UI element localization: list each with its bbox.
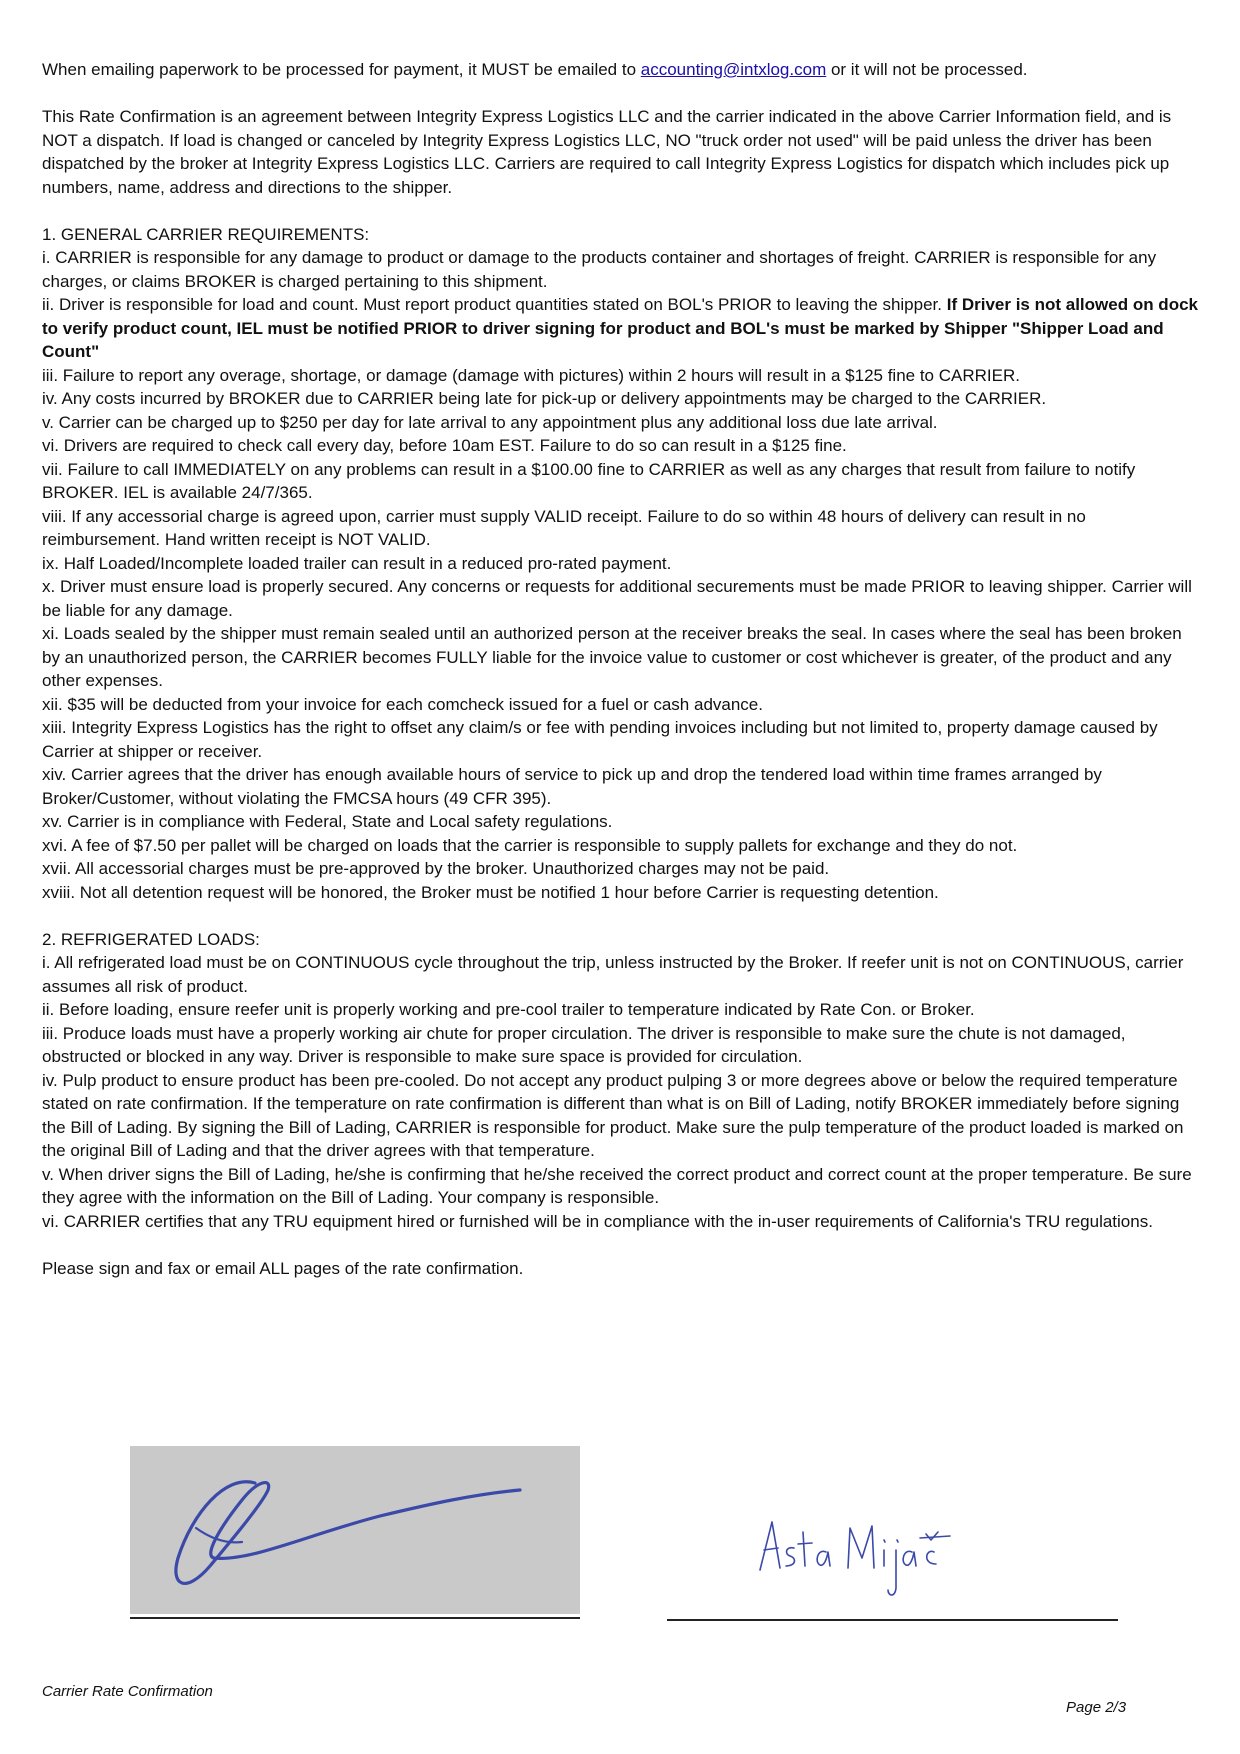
signature-line-left [130, 1617, 580, 1619]
section-2-item: iii. Produce loads must have a properly working air chute for proper circulation. The driver is responsible to make sure the chute is not damaged, obstructed or blocked in any way. Driver is responsible to make sure space is provided for circulation. [42, 1023, 1126, 1066]
section-2-item: vi. CARRIER certifies that any TRU equipment hired or furnished will be in compliance with the in-user requirements of California's TRU regulations. [42, 1211, 1153, 1231]
section-1-item: x. Driver must ensure load is properly secured. Any concerns or requests for additional securements must be made PRIOR to leaving shipper. Carrier will be liable for any damage. [42, 577, 1192, 620]
email-instruction-text: When emailing paperwork to be processed for payment, it MUST be emailed to [42, 60, 641, 79]
carrier-handwritten-signature [750, 1510, 960, 1610]
document-body [42, 58, 1202, 1280]
section-1-item [42, 293, 1202, 364]
section-1-item: vii. Failure to call IMMEDIATELY on any problems can result in a $100.00 fine to CARRIER as well as any charges that result from failure to notify BROKER. IEL is available 24/7/365. [42, 459, 1136, 502]
carrier-signature-image [130, 1446, 580, 1614]
section-1-item: vi. Drivers are required to check call every day, before 10am EST. Failure to do so can result in a $125 fine. [42, 436, 847, 455]
section-1-item: xiv. Carrier agrees that the driver has enough available hours of service to pick up and drop the tendered load within time frames arranged by Broker/Customer, without violating the FMCSA hours (49 CFR 395). [42, 765, 1102, 808]
section-1-item-text: ii. Driver is responsible for load and count. Must report product quantities stated on BOL's PRIOR to leaving the shipper. [42, 295, 947, 314]
accounting-email-link[interactable]: accounting@intxlog.com [640, 60, 827, 79]
section-1-item: xi. Loads sealed by the shipper must remain sealed until an authorized person at the receiver breaks the seal. In cases where the seal has been broken by an unauthorized person, the CARRIER becomes FULLY liable for the invoice value to customer or cost whichever is greater, of the product and any other expenses. [42, 624, 1182, 690]
footer-page-number: Page 2/3 [1066, 1699, 1127, 1716]
footer-document-title: Carrier Rate Confirmation [42, 1683, 213, 1700]
carrier-signature-scribble [130, 1446, 580, 1614]
section-1-item: xv. Carrier is in compliance with Federal, State and Local safety regulations. [42, 812, 613, 831]
section-1-item: xii. $35 will be deducted from your invoice for each comcheck issued for a fuel or cash advance. [42, 694, 763, 714]
section-1-item: xvi. A fee of $7.50 per pallet will be charged on loads that the carrier is responsible to supply pallets for exchange and they do not. [42, 835, 1018, 855]
section-1-item: iii. Failure to report any overage, shortage, or damage (damage with pictures) within 2 hours will result in a $125 fine to CARRIER. [42, 365, 1020, 385]
section-1-item: ix. Half Loaded/Incomplete loaded trailer can result in a reduced pro-rated payment. [42, 553, 672, 573]
email-instruction [42, 58, 1202, 82]
section-1-item: xviii. Not all detention request will be honored, the Broker must be notified 1 hour before Carrier is requesting detention. [42, 882, 939, 902]
section-1-item: xiii. Integrity Express Logistics has the right to offset any claim/s or fee with pending invoices including but not limited to, property damage caused by Carrier at shipper or receiver. [42, 718, 1158, 761]
section-1-item: iv. Any costs incurred by BROKER due to CARRIER being late for pick-up or delivery appointments may be charged to the CARRIER. [42, 389, 1047, 408]
section-1-item: i. CARRIER is responsible for any damage to product or damage to the products container and shortages of freight. CARRIER is responsible for any charges, or claims BROKER is charged pertaining to this shipment. [42, 248, 1157, 291]
section-1-item: xvii. All accessorial charges must be pre-approved by the broker. Unauthorized charges may not be paid. [42, 859, 830, 878]
signature-line-right [667, 1619, 1118, 1621]
section-1-item: v. Carrier can be charged up to $250 per day for late arrival to any appointment plus any additional loss due late arrival. [42, 412, 938, 432]
closing-instruction: Please sign and fax or email ALL pages of the rate confirmation. [42, 1258, 524, 1278]
section-2-item: iv. Pulp product to ensure product has been pre-cooled. Do not accept any product pulping 3 or more degrees above or below the required temperature stated on rate confirmation. If the temperature on rate confirmation is different than what is on Bill of Lading, notify BROKER immediately before signing the Bill of Lading. By signing the Bill of Lading, CARRIER is responsible for product. Make sure the pulp temperature of the product loaded is marked on the original Bill of Lading and that the driver agrees with that temperature. [42, 1070, 1184, 1160]
section-1-heading: 1. GENERAL CARRIER REQUIREMENTS: [42, 224, 370, 244]
section-2-item: i. All refrigerated load must be on CONTINUOUS cycle throughout the trip, unless instructed by the Broker. If reefer unit is not on CONTINUOUS, carrier assumes all risk of product. [42, 953, 1184, 996]
section-2-item: v. When driver signs the Bill of Lading, he/she is confirming that he/she received the correct product and correct count at the proper temperature. Be sure they agree with the information on the Bill of Lading. Your company is responsible. [42, 1164, 1192, 1207]
agreement-paragraph: This Rate Confirmation is an agreement between Integrity Express Logistics LLC and the carrier indicated in the above Carrier Information field, and is NOT a dispatch. If load is changed or canceled by Integrity Express Logistics LLC, NO "truck order not used" will be paid unless the driver has been dispatched by the broker at Integrity Express Logistics LLC. Carriers are required to call Integrity Express Logistics for dispatch which includes pick up numbers, name, address and directions to the shipper. [42, 107, 1172, 197]
section-1-item-bold-text: If Driver is not allowed on dock to verify product count, IEL must be notified PRIOR to driver signing for product and BOL's must be marked by Shipper "Shipper Load and Count" [42, 295, 1198, 361]
section-1-item: viii. If any accessorial charge is agreed upon, carrier must supply VALID receipt. Failure to do so within 48 hours of delivery can result in no reimbursement. Hand written receipt is NOT VALID. [42, 506, 1086, 549]
section-2-item: ii. Before loading, ensure reefer unit is properly working and pre-cool trailer to temperature indicated by Rate Con. or Broker. [42, 1000, 975, 1019]
section-2-heading: 2. REFRIGERATED LOADS: [42, 929, 260, 949]
email-instruction-tail: or it will not be processed. [826, 60, 1028, 79]
